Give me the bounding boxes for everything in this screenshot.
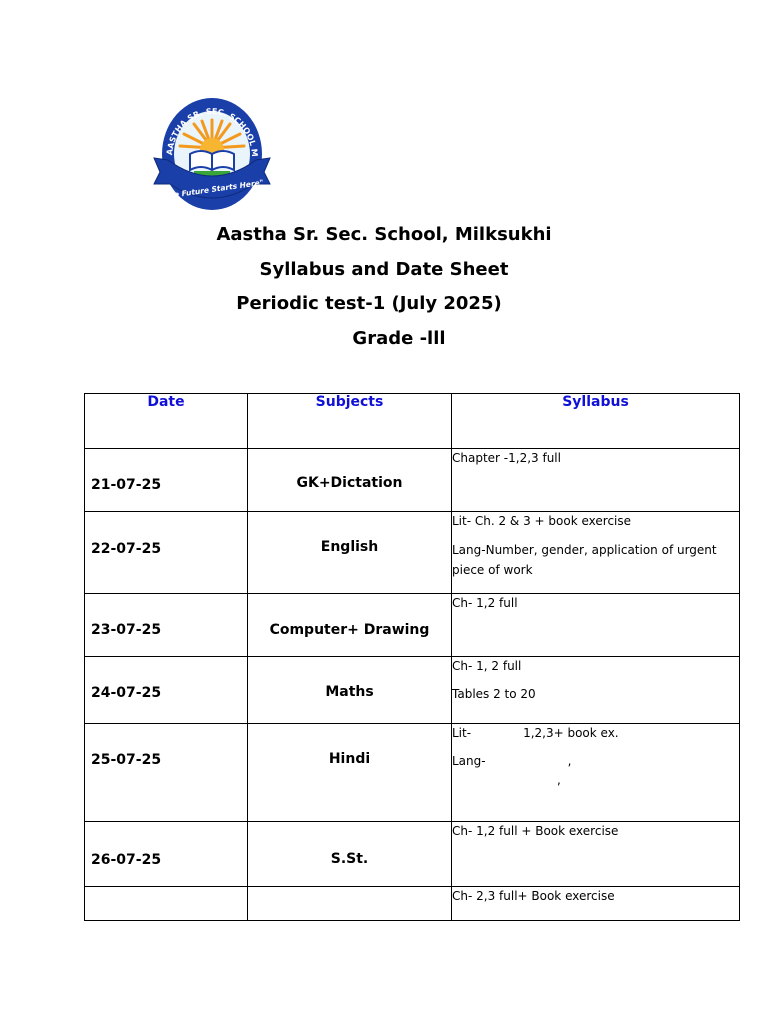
subject-cell (248, 887, 452, 921)
date-cell (85, 594, 248, 657)
date-cell (85, 449, 248, 512)
date-text: 26-07-25 (91, 852, 162, 868)
table-row (85, 512, 740, 594)
syllabus-cell (452, 724, 740, 822)
syllabus-cell (452, 594, 740, 657)
syllabus-cell (452, 657, 740, 724)
date-text: 21-07-25 (91, 477, 162, 493)
date-cell (85, 657, 248, 724)
subject-text: English (320, 539, 379, 555)
date-text: 25-07-25 (91, 752, 162, 768)
syllabus-cell (452, 449, 740, 512)
subject-cell (248, 512, 452, 594)
subject-cell (248, 449, 452, 512)
subject-text: Computer+ Drawing (269, 622, 430, 638)
subject-cell (248, 822, 452, 887)
syllabus-line: Ch- 1,2 full + Book exercise (452, 824, 619, 838)
table-header-row (85, 394, 740, 449)
subject-text: S.St. (330, 851, 369, 867)
table-row (85, 594, 740, 657)
date-sheet-table (84, 393, 740, 921)
syllabus-line: , (557, 773, 561, 787)
syllabus-cell (452, 887, 740, 921)
table-row (85, 887, 740, 921)
logo-ring-text: AASTHA SR. SEC. SCHOOL M (165, 106, 260, 158)
syllabus-line: Ch- 1, 2 full (452, 659, 522, 673)
table-row (85, 449, 740, 512)
school-name: Aastha Sr. Sec. School, Milksukhi (216, 224, 552, 245)
syllabus-line: Lit- Ch. 2 & 3 + book exercise (452, 514, 632, 528)
subject-cell (248, 594, 452, 657)
syllabus-line: Lang- (452, 754, 486, 768)
subject-text: GK+Dictation (296, 475, 403, 491)
table-row (85, 822, 740, 887)
header-syllabus: Syllabus (452, 394, 740, 449)
school-logo (128, 88, 296, 222)
subject-cell (248, 657, 452, 724)
logo-banner-text: "The Future Starts Here" (159, 177, 265, 202)
syllabus-cell (452, 822, 740, 887)
syllabus-line: Lit- (452, 726, 472, 740)
syllabus-line: Tables 2 to 20 (452, 687, 536, 701)
subject-text: Hindi (328, 751, 371, 767)
subject-text: Maths (325, 684, 374, 700)
syllabus-line: Lang-Number, gender, application of urgent piece of work (452, 543, 717, 577)
syllabus-line: Chapter -1,2,3 full (452, 451, 561, 465)
syllabus-line: 1,2,3+ book ex. (523, 726, 619, 740)
date-text: 24-07-25 (91, 685, 162, 701)
exam-title: Periodic test-1 (July 2025) (236, 293, 502, 314)
table-row (85, 657, 740, 724)
date-cell (85, 512, 248, 594)
document-title: Syllabus and Date Sheet (259, 259, 509, 280)
subject-cell (248, 724, 452, 822)
date-cell (85, 887, 248, 921)
header-date: Date (85, 394, 248, 449)
date-cell (85, 822, 248, 887)
syllabus-cell (452, 512, 740, 594)
syllabus-line: , (567, 754, 572, 768)
date-text: 23-07-25 (91, 622, 162, 638)
date-text: 22-07-25 (91, 541, 162, 557)
header-subjects: Subjects (248, 394, 452, 449)
grade-label: Grade -lll (352, 328, 446, 349)
table-row (85, 724, 740, 822)
syllabus-line: Ch- 1,2 full (452, 596, 518, 610)
syllabus-line: Ch- 2,3 full+ Book exercise (452, 889, 615, 903)
date-cell (85, 724, 248, 822)
